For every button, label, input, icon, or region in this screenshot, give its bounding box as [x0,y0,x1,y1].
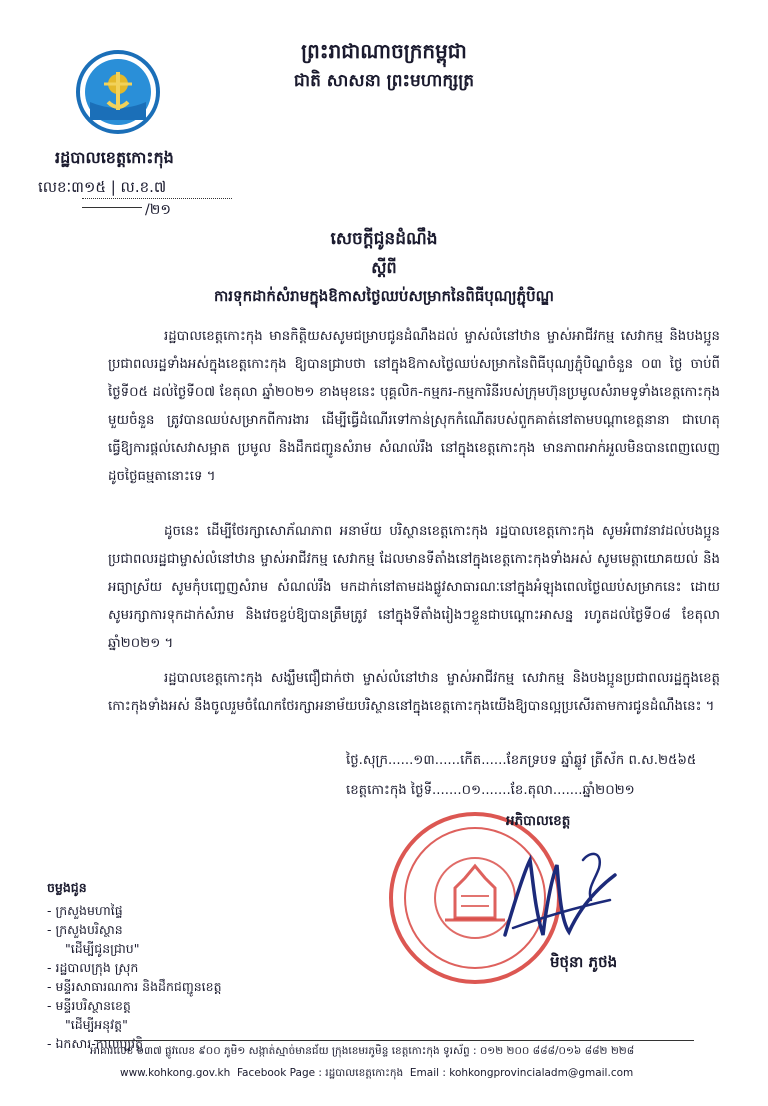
recipient-item: - ក្រសួងបរិស្ថាន [47,922,123,937]
signer-name: មិថុនា ភូថង [550,953,618,971]
subject-label: ស្ដីពី [371,258,397,277]
footer-website: www.kohkong.gov.kh [120,1067,231,1079]
recipient-item: "ដើម្បីអនុវត្ត" [65,1017,128,1032]
body-paragraph-1: រដ្ឋបាលខេត្តកោះកុង មានកិត្តិយសសូមជម្រាបជូនដំណឹងដល់ ម្ចាស់លំនៅឋាន ម្ចាស់អាជីវកម្ម សេវាកម្ម និងបងប្អូនប្រជាពលរដ្ឋទាំងអស់ក្នុងខេត្តកោះកុង ឱ្យបានជ្រាបថា នៅក្នុងឱកាសថ្ងៃឈប់សម្រាកនៃពិធីបុណ្យភ្ជុំបិណ្ឌចំនួន ០៣ ថ្ងៃ ចាប់ពីថ្ងៃទី០៥ ដល់ថ្ងៃទី០៧ ខែតុលា ឆ្នាំ២០២១ ខាងមុខនេះ បុគ្គលិក-កម្មករ-កម្មការិនីរបស់ក្រុមហ៊ុនប្រមូលសំរាមទូទាំងខេត្តកោះកុងមួយចំនួន ត្រូវបានឈប់សម្រាកពីការងារ ដើម្បីធ្វើដំណើរទៅកាន់ស្រុកកំណើតរបស់ពួកគាត់នៅតាមបណ្ដាខេត្តនានា ជាហេតុធ្វើឱ្យការផ្ដល់សេវាសម្អាត ប្រមូល និងដឹកជញ្ជូនសំរាម សំណល់រឹង នៅក្នុងខេត្តកោះកុង មានភាពអាក់អួលមិនបានពេញលេញដូចថ្ងៃធម្មតានោះទេ ។ [108,329,720,484]
reference-value: ៣១៥ | ល.ខ.៧ [71,178,167,196]
reference-year: /២១ [145,202,171,218]
copy-recipients [47,878,327,1053]
issuing-authority: រដ្ឋបាលខេត្តកោះកុង [55,148,174,167]
recipient-list [47,901,327,1053]
recipient-item: - ក្រសួងមហាផ្ទៃ [47,903,123,918]
recipient-item: - ឯកសារ-កាលប្បវត្តិ [47,1036,144,1051]
reference-dash [82,207,142,208]
footer-facebook: Facebook Page : រដ្ឋបាលខេត្តកោះកុង [236,1067,404,1079]
reference-underline [82,198,232,199]
footer-email: Email : kohkongprovincialadm@gmail.com [409,1067,634,1079]
lunar-date: ថ្ងៃ.សុក្រ......១៣......កើត......ខែភទ្របទ ឆ្នាំឆ្លូវ ត្រីស័ក ព.ស.២៥៦៥ [346,753,697,768]
handwritten-signature-icon [495,840,625,950]
document-type: សេចក្ដីជូនដំណឹង [330,229,438,249]
solar-date: ខេត្តកោះកុង ថ្ងៃទី.......០១.......ខែ.តុលា.......ឆ្នាំ២០២១ [346,783,635,798]
recipients-heading: ចម្លងជូន [47,880,87,895]
recipient-item: "ដើម្បីជូនជ្រាប" [65,941,140,956]
kingdom-title: ព្រះរាជាណាចក្រកម្ពុជា [301,39,467,63]
recipient-item: - មន្ទីរបរិស្ថានខេត្ត [47,998,131,1013]
recipient-item: - រដ្ឋបាលក្រុង ស្រុក [47,960,139,975]
recipient-item: - មន្ទីរសាធារណការ និងដឹកជញ្ជូនខេត្ត [47,979,222,994]
kingdom-motto: ជាតិ សាសនា ព្រះមហាក្សត្រ [293,71,475,91]
footer-divider [94,1040,694,1041]
reference-number [38,178,166,200]
subject-title: ការទុកដាក់សំរាមក្នុងឱកាសថ្ងៃឈប់សម្រាកនៃពិធីបុណ្យភ្ជុំបិណ្ឌ [214,287,554,305]
reference-label: លេខៈ [38,178,72,196]
footer-address: អាគារលេខ ៦៣៧ ផ្លូវលេខ ៩០០ ភូមិ១ សង្កាត់ស្មាច់មានជ័យ ក្រុងខេមរភូមិន្ទ ខេត្តកោះកុង ទូរស័ព្ទ : ០១២ ២០០ ៨៨៨/០១៦ ៨៨២ ២២៨ [90,1045,635,1057]
signatory-title: អភិបាលខេត្ត [506,813,571,829]
footer-contact [120,1067,700,1082]
provincial-emblem-icon [76,50,160,134]
body-paragraph-2: ដូចនេះ ដើម្បីថែរក្សាសោភ័ណភាព អនាម័យ បរិស្ថានខេត្តកោះកុង រដ្ឋបាលខេត្តកោះកុង សូមអំពាវនាវដល់បងប្អូនប្រជាពលរដ្ឋជាម្ចាស់លំនៅឋាន ម្ចាស់អាជីវកម្ម សេវាកម្ម ដែលមានទីតាំងនៅក្នុងខេត្តកោះកុងទាំងអស់ សូមមេត្តាយោគយល់ និងអធ្យាស្រ័យ សូមកុំបញ្ចេញសំរាម សំណល់រឹង មកដាក់នៅតាមដងផ្លូវសាធារណៈនៅក្នុងអំឡុងពេលថ្ងៃឈប់សម្រាកនេះ ដោយសូមរក្សាការទុកដាក់សំរាម និងវេចខ្ចប់ឱ្យបានត្រឹមត្រូវ នៅក្នុងទីតាំងរៀងៗខ្លួនជាបណ្ដោះអាសន្ន រហូតដល់ថ្ងៃទី០៨ ខែតុលា ឆ្នាំ២០២១ ។ [108,524,720,651]
body-paragraph-3: រដ្ឋបាលខេត្តកោះកុង សង្ឃឹមជឿជាក់ថា ម្ចាស់លំនៅឋាន ម្ចាស់អាជីវកម្ម សេវាកម្ម និងបងប្អូនប្រជាពលរដ្ឋក្នុងខេត្តកោះកុងទាំងអស់ នឹងចូលរួមចំណែកថែរក្សាអនាម័យបរិស្ថាននៅក្នុងខេត្តកោះកុងយើងឱ្យបានល្អប្រសើរតាមការជូនដំណឹងនេះ ។ [108,671,720,714]
